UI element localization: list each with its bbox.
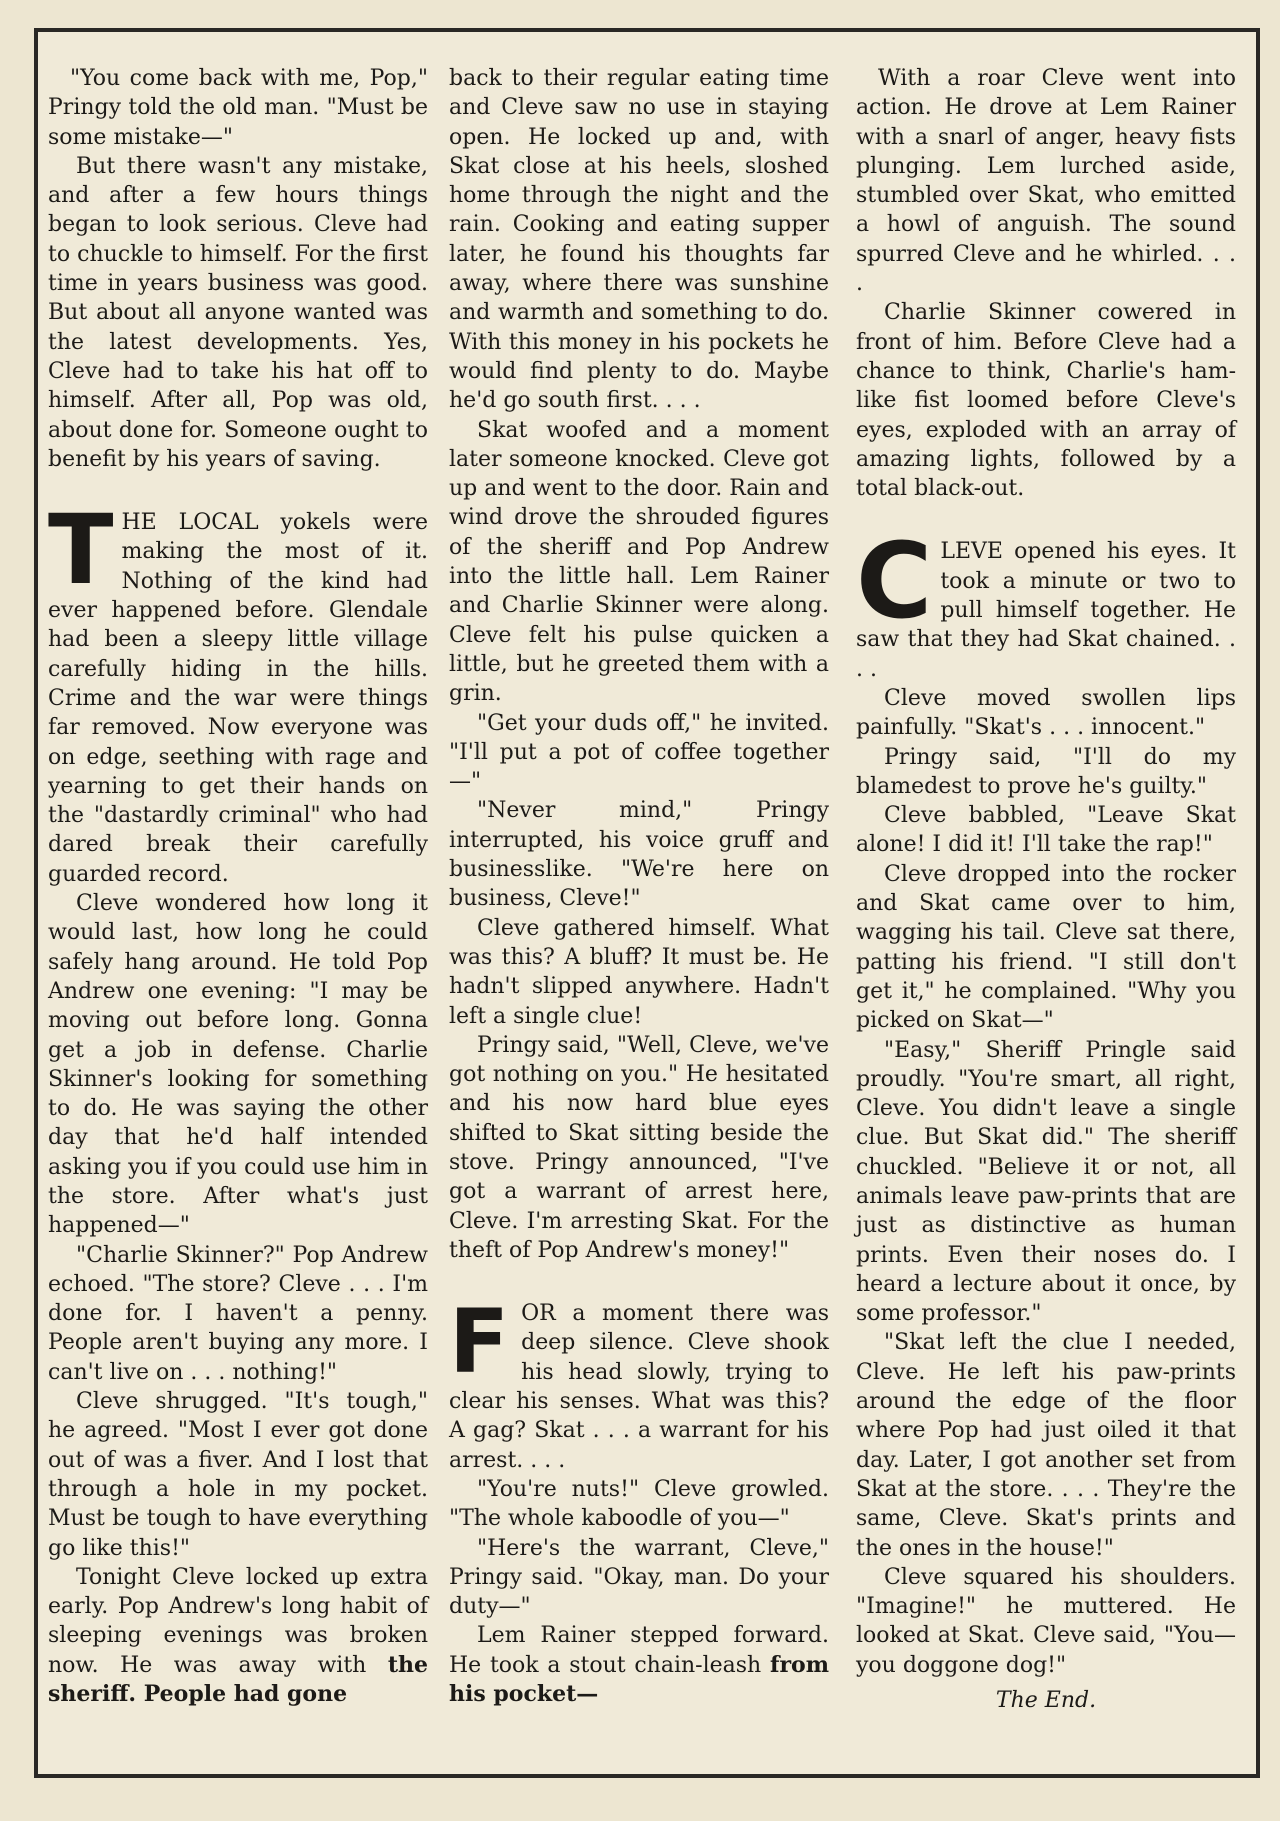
paragraph: "You're nuts!" Cleve growled. "The whole kaboodle of you—"	[449, 1476, 829, 1532]
paragraph-dropcap	[48, 494, 428, 889]
paragraph-dropcap	[449, 1290, 829, 1475]
drop-cap: T	[48, 494, 114, 607]
paragraph: "Never mind," Pringy interrupted, his voice gruff and businesslike. "We're here on business, Cleve!"	[449, 798, 829, 912]
paragraph: back to their regular eating time and Cleve saw no use in staying open. He locked up and, with Skat close at his heels, sloshed home through the night and the rain. Cooking and eating supper later, he found his thoughts far away, where there was sunshine and warmth and something to do. With this money in his pockets he would find plenty to do. Maybe he'd go south first. . . .	[449, 66, 829, 414]
paragraph: "You come back with me, Pop," Pringy told the old man. "Must be some mistake—"	[48, 66, 428, 150]
paragraph: "Easy," Sheriff Pringle said proudly. "You're smart, all right, Cleve. You didn't leave a single clue. But Skat did." The sheriff chuckled. "Believe it or not, all animals leave paw-prints that are just as distinctive as human prints. Even their noses do. I heard a lecture about it once, by some professor."	[856, 1037, 1236, 1327]
drop-cap: F	[449, 1290, 510, 1394]
paragraph-text: HE LOCAL yokels were making the most of it. Nothing of the kind had ever happened before. Glendale had been a sleepy little village carefully hiding in the hills. Crime and the war were things far removed. Now everyone was on edge, seething with rage and yearning to get their hands on the "dastardly criminal" who had dared break their carefully guarded record.	[48, 510, 428, 887]
paragraph: "Skat left the clue I needed, Cleve. He left his paw-prints around the edge of the floor where Pop had just oiled it that day. Later, I got another set from Skat at the store. . . . They're the same, Cleve. Skat's prints and the ones in the house!"	[856, 1330, 1236, 1561]
story-frame	[34, 28, 1260, 1778]
paragraph-text: OR a moment there was deep silence. Cleve shook his head slowly, trying to clear his senses. What was this? A gag? Skat . . . a warrant for his arrest. . . .	[449, 1301, 829, 1473]
paragraph-text-bold: the sheriff. People had gone	[48, 1651, 428, 1708]
paragraph-text: LEVE opened his eyes. It took a minute or two to pull himself together. He saw that they had Skat chained. . . .	[856, 539, 1236, 682]
paragraph: Pringy said, "Well, Cleve, we've got nothing on you." He hesitated and his now hard blue eyes shifted to Skat sitting beside the stove. Pringy announced, "I've got a warrant of arrest here, Cleve. I'm arresting Skat. For the theft of Pop Andrew's money!"	[449, 1032, 829, 1263]
column-1	[48, 64, 428, 1709]
paragraph: With a roar Cleve went into action. He drove at Lem Rainer with a snarl of anger, heavy fists plunging. Lem lurched aside, stumbled over Skat, who emitted a howl of anguish. The sound spurred Cleve and he whirled. . . .	[856, 66, 1236, 297]
column-3	[856, 64, 1236, 1715]
paragraph: "Charlie Skinner?" Pop Andrew echoed. "The store? Cleve . . . I'm done for. I haven't a penny. People aren't buying any more. I can't live on . . . nothing!"	[48, 1242, 428, 1385]
paragraph: "Here's the warrant, Cleve," Pringy said. "Okay, man. Do your duty—"	[449, 1535, 829, 1620]
paragraph: Pringy said, "I'll do my blamedest to prove he's guilty."	[856, 744, 1236, 799]
paragraph: "Get your duds off," he invited. "I'll put a pot of coffee together—"	[449, 710, 829, 795]
paragraph-text-bold: from his pocket—	[449, 1651, 829, 1708]
end-mark: The End.	[995, 1688, 1097, 1714]
paragraph: Charlie Skinner cowered in front of him. Before Cleve had a chance to think, Charlie's ham-like fist loomed before Cleve's eyes, exploded with an array of amazing lights, followed by a total black-out.	[856, 300, 1236, 502]
paragraph: Cleve dropped into the rocker and Skat came over to him, wagging his tail. Cleve sat there, patting his friend. "I still don't get it," he complained. "Why you picked on Skat—"	[856, 861, 1236, 1034]
paragraph: Cleve wondered how long it would last, how long he could safely hang around. He told Pop Andrew one evening: "I may be moving out before long. Gonna get a job in defense. Charlie Skinner's looking for something to do. He was saying the other day that he'd half intended asking you if you could use him in the store. After what's just happened—"	[48, 891, 428, 1239]
paragraph	[449, 1621, 829, 1709]
column-2	[449, 64, 829, 1709]
paragraph: Cleve moved swollen lips painfully. "Skat's . . . innocent."	[856, 685, 1236, 741]
paragraph: Cleve gathered himself. What was this? A bluff? It must be. He hadn't slipped anywhere. Hadn't left a single clue!	[449, 915, 829, 1029]
paragraph-dropcap	[856, 520, 1236, 683]
paragraph-text: Lem Rainer stepped forward. He took a stout chain-leash	[449, 1623, 829, 1678]
paragraph: Cleve shrugged. "It's tough," he agreed. "Most I ever got done out of was a fiver. And I lost that through a hole in my pocket. Must be tough to have everything go like this!"	[48, 1389, 428, 1561]
paragraph	[48, 1563, 428, 1709]
paragraph: Cleve babbled, "Leave Skat alone! I did it! I'll take the rap!"	[856, 803, 1236, 858]
paragraph: Skat woofed and a moment later someone knocked. Cleve got up and went to the door. Rain and wind drove the shrouded figures of the sheriff and Pop Andrew into the little hall. Lem Rainer and Charlie Skinner were along. Cleve felt his pulse quicken a little, but he greeted them with a grin.	[449, 417, 829, 707]
paragraph-text: Tonight Cleve locked up extra early. Pop Andrew's long habit of sleeping evenings was broken now. He was away with	[48, 1564, 428, 1678]
paragraph: But there wasn't any mistake, and after a few hours things began to look serious. Cleve had to chuckle to himself. For the first time in years business was good. But about all anyone wanted was the latest developments. Yes, Cleve had to take his hat off to himself. After all, Pop was old, about done for. Someone ought to benefit by his years of saving.	[48, 153, 428, 472]
paragraph: Cleve squared his shoulders. "Imagine!" he muttered. He looked at Skat. Cleve said, "You—you doggone dog!"	[856, 1564, 1236, 1678]
drop-cap: C	[856, 520, 933, 643]
